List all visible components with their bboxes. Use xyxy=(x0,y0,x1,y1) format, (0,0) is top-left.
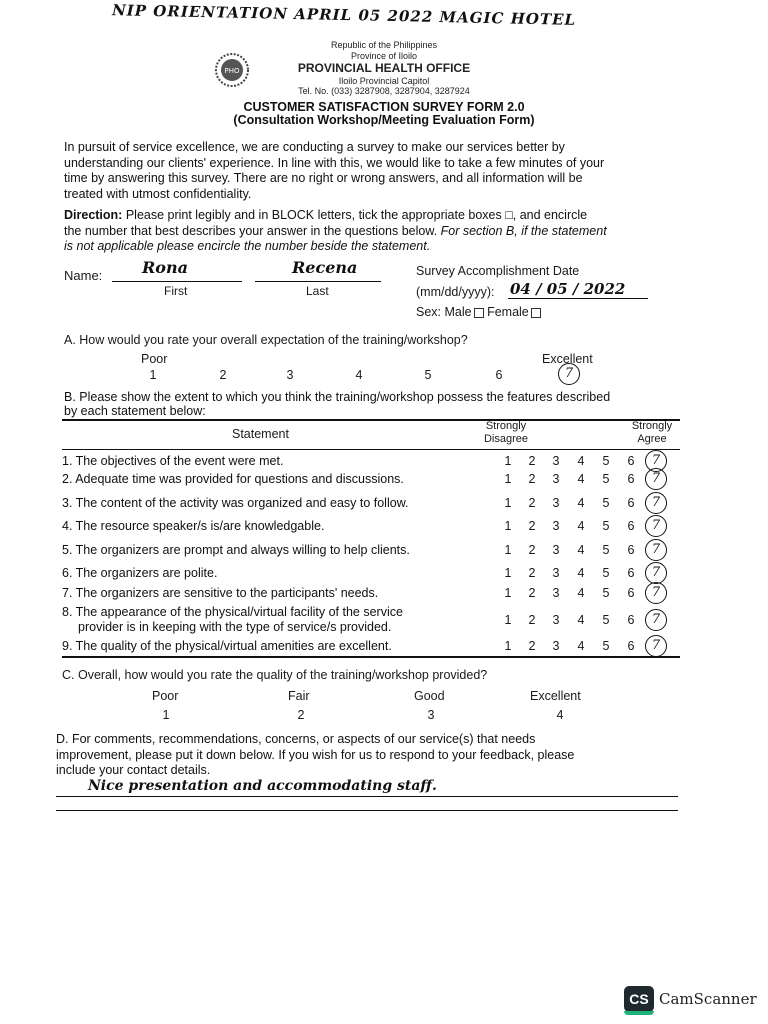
section-c-question: C. Overall, how would you rate the quality of the training/workshop provided? xyxy=(62,668,488,682)
scale-option[interactable]: 5 xyxy=(424,368,432,382)
rating-option[interactable]: 4 xyxy=(577,496,585,510)
rating-option[interactable]: 3 xyxy=(552,613,560,627)
rating-option[interactable]: 2 xyxy=(528,454,536,468)
rating-option[interactable]: 2 xyxy=(528,496,536,510)
rating-option[interactable]: 1 xyxy=(504,613,512,627)
rating-label-good: Good xyxy=(414,689,445,703)
section-a-excellent-label: Excellent xyxy=(542,352,593,366)
rating-option[interactable]: 5 xyxy=(602,566,610,580)
scale-option[interactable]: 4 xyxy=(355,368,363,382)
section-a-question: A. How would you rate your overall expectation of the training/workshop? xyxy=(64,333,468,347)
rating-option[interactable]: 2 xyxy=(528,472,536,486)
rating-option[interactable]: 5 xyxy=(602,519,610,533)
male-checkbox[interactable] xyxy=(474,308,484,318)
selected-rating-circle[interactable]: 7 xyxy=(645,609,667,631)
statement-text: 8. The appearance of the physical/virtual facility of the service provider is in keeping with the type of service/s provided. xyxy=(62,605,403,634)
rating-option[interactable]: 3 xyxy=(552,496,560,510)
rating-option[interactable]: 3 xyxy=(552,586,560,600)
rating-option[interactable]: 2 xyxy=(528,639,536,653)
rating-option[interactable]: 6 xyxy=(627,472,635,486)
svg-text:PHO: PHO xyxy=(224,67,240,75)
header-republic: Republic of the Philippines xyxy=(330,40,438,50)
rating-option[interactable]: 4 xyxy=(577,454,585,468)
rating-option[interactable]: 4 xyxy=(577,543,585,557)
header-office: PROVINCIAL HEALTH OFFICE xyxy=(297,61,471,75)
last-name-caption: Last xyxy=(306,284,329,298)
first-name-field[interactable]: Rona xyxy=(142,258,188,277)
rating-option[interactable]: 2 xyxy=(528,586,536,600)
selected-rating-circle[interactable]: 7 xyxy=(645,515,667,537)
rating-option[interactable]: 6 xyxy=(627,543,635,557)
rating-option[interactable]: 1 xyxy=(162,708,170,722)
header-tel: Tel. No. (033) 3287908, 3287904, 3287924 xyxy=(298,86,470,96)
rating-option[interactable]: 5 xyxy=(602,454,610,468)
rating-label-excellent: Excellent xyxy=(530,689,581,703)
rating-option[interactable]: 1 xyxy=(504,543,512,557)
section-d-question: D. For comments, recommendations, concerns, or aspects of our service(s) that needs improvement, please put it down below. If you wish for us to respond to your feedback, please include your contact details. xyxy=(56,732,575,777)
rating-option[interactable]: 6 xyxy=(627,613,635,627)
rating-option[interactable]: 4 xyxy=(577,639,585,653)
rating-option[interactable]: 2 xyxy=(528,519,536,533)
selected-rating-circle[interactable]: 7 xyxy=(645,582,667,604)
section-a-poor-label: Poor xyxy=(141,352,168,366)
rating-option[interactable]: 6 xyxy=(627,519,635,533)
rating-option[interactable]: 2 xyxy=(528,543,536,557)
rating-option[interactable]: 1 xyxy=(504,496,512,510)
rating-option[interactable]: 3 xyxy=(552,454,560,468)
rating-option[interactable]: 4 xyxy=(577,566,585,580)
date-field[interactable]: 04 / 05 / 2022 xyxy=(510,280,626,298)
rating-option[interactable]: 5 xyxy=(602,472,610,486)
statement-text: 4. The resource speaker/s is/are knowledgable. xyxy=(62,519,325,533)
rating-option[interactable]: 6 xyxy=(627,454,635,468)
date-format-label: (mm/dd/yyyy): xyxy=(416,285,495,299)
rating-option[interactable]: 6 xyxy=(627,586,635,600)
rating-option[interactable]: 3 xyxy=(552,566,560,580)
col-header-strongly-agree: Strongly Agree xyxy=(631,420,673,445)
rating-option[interactable]: 5 xyxy=(602,586,610,600)
statement-text: 1. The objectives of the event were met. xyxy=(62,454,284,468)
last-name-field[interactable]: Recena xyxy=(292,258,358,277)
rating-option[interactable]: 6 xyxy=(627,566,635,580)
rating-option[interactable]: 2 xyxy=(297,708,305,722)
statement-text: 5. The organizers are prompt and always willing to help clients. xyxy=(62,543,410,557)
rating-option[interactable]: 3 xyxy=(552,639,560,653)
selected-rating-circle[interactable]: 7 xyxy=(645,635,667,657)
form-title: CUSTOMER SATISFACTION SURVEY FORM 2.0 xyxy=(243,100,525,114)
intro-paragraph: In pursuit of service excellence, we are conducting a survey to make our services better by understanding our clients' experience. In line with this, we would like to take a few minutes of your time by answering this survey. There are no right or wrong answers, and all information will be treated with utmost confidentiality. xyxy=(64,140,605,201)
rating-label-fair: Fair xyxy=(288,689,310,703)
camscanner-text: CamScanner xyxy=(659,990,757,1008)
first-name-caption: First xyxy=(164,284,188,298)
rating-option[interactable]: 4 xyxy=(577,472,585,486)
selected-rating-circle[interactable]: 7 xyxy=(645,562,667,584)
statement-text: 2. Adequate time was provided for questions and discussions. xyxy=(62,472,404,486)
col-header-statement: Statement xyxy=(232,427,289,441)
rating-option[interactable]: 1 xyxy=(504,566,512,580)
comments-answer[interactable]: Nice presentation and accommodating staff. xyxy=(88,778,437,794)
rating-option[interactable]: 2 xyxy=(528,613,536,627)
name-label: Name: xyxy=(64,268,103,283)
selected-rating-circle[interactable]: 7 xyxy=(645,492,667,514)
scale-option[interactable]: 6 xyxy=(495,368,503,382)
rating-option[interactable]: 1 xyxy=(504,639,512,653)
rating-option[interactable]: 1 xyxy=(504,472,512,486)
header-capitol: Iloilo Provincial Capitol xyxy=(338,76,430,86)
rating-option[interactable]: 3 xyxy=(552,472,560,486)
statement-text: 9. The quality of the physical/virtual amenities are excellent. xyxy=(62,639,392,653)
section-a-selected-circle[interactable]: 7 xyxy=(558,363,580,385)
rating-option[interactable]: 3 xyxy=(552,519,560,533)
statement-text: 6. The organizers are polite. xyxy=(62,566,218,580)
selected-rating-circle[interactable]: 7 xyxy=(645,539,667,561)
rating-option[interactable]: 4 xyxy=(577,586,585,600)
form-subtitle: (Consultation Workshop/Meeting Evaluation Form) xyxy=(233,113,535,127)
section-b-question: B. Please show the extent to which you think the training/workshop possess the features described by each statement below: xyxy=(64,390,611,418)
selected-rating-circle[interactable]: 7 xyxy=(645,450,667,472)
handwritten-event-header: NIP ORIENTATION APRIL 05 2022 MAGIC HOTEL xyxy=(111,1,577,29)
col-header-strongly-disagree: Strongly Disagree xyxy=(483,420,529,445)
rating-option[interactable]: 5 xyxy=(602,543,610,557)
camscanner-logo: CS xyxy=(624,986,654,1012)
scale-option[interactable]: 1 xyxy=(149,368,157,382)
female-checkbox[interactable] xyxy=(531,308,541,318)
scale-option[interactable]: 2 xyxy=(219,368,227,382)
rating-option[interactable]: 6 xyxy=(627,496,635,510)
date-label: Survey Accomplishment Date xyxy=(416,264,580,278)
rating-option[interactable]: 1 xyxy=(504,586,512,600)
rating-option[interactable]: 3 xyxy=(427,708,435,722)
rating-option[interactable]: 5 xyxy=(602,496,610,510)
sex-row: Sex: Male Female xyxy=(416,305,541,319)
rating-option[interactable]: 6 xyxy=(627,639,635,653)
rating-option[interactable]: 1 xyxy=(504,519,512,533)
rating-option[interactable]: 2 xyxy=(528,566,536,580)
selected-rating-circle[interactable]: 7 xyxy=(645,468,667,490)
rating-option[interactable]: 4 xyxy=(577,519,585,533)
statement-text: 3. The content of the activity was organized and easy to follow. xyxy=(62,496,409,510)
rating-option[interactable]: 4 xyxy=(577,613,585,627)
rating-label-poor: Poor xyxy=(152,689,179,703)
rating-option[interactable]: 4 xyxy=(556,708,564,722)
scale-option[interactable]: 3 xyxy=(286,368,294,382)
rating-option[interactable]: 5 xyxy=(602,613,610,627)
rating-option[interactable]: 1 xyxy=(504,454,512,468)
rating-option[interactable]: 3 xyxy=(552,543,560,557)
direction-paragraph: Direction: Please print legibly and in BLOCK letters, tick the appropriate boxes □, and encircle the number that best describes your answer in the questions below. For section B, if the statement is not applicable please encircle the number beside the statement. xyxy=(64,208,607,253)
statement-text: 7. The organizers are sensitive to the participants' needs. xyxy=(62,586,379,600)
rating-option[interactable]: 5 xyxy=(602,639,610,653)
header-province: Province of Iloilo xyxy=(350,51,418,61)
